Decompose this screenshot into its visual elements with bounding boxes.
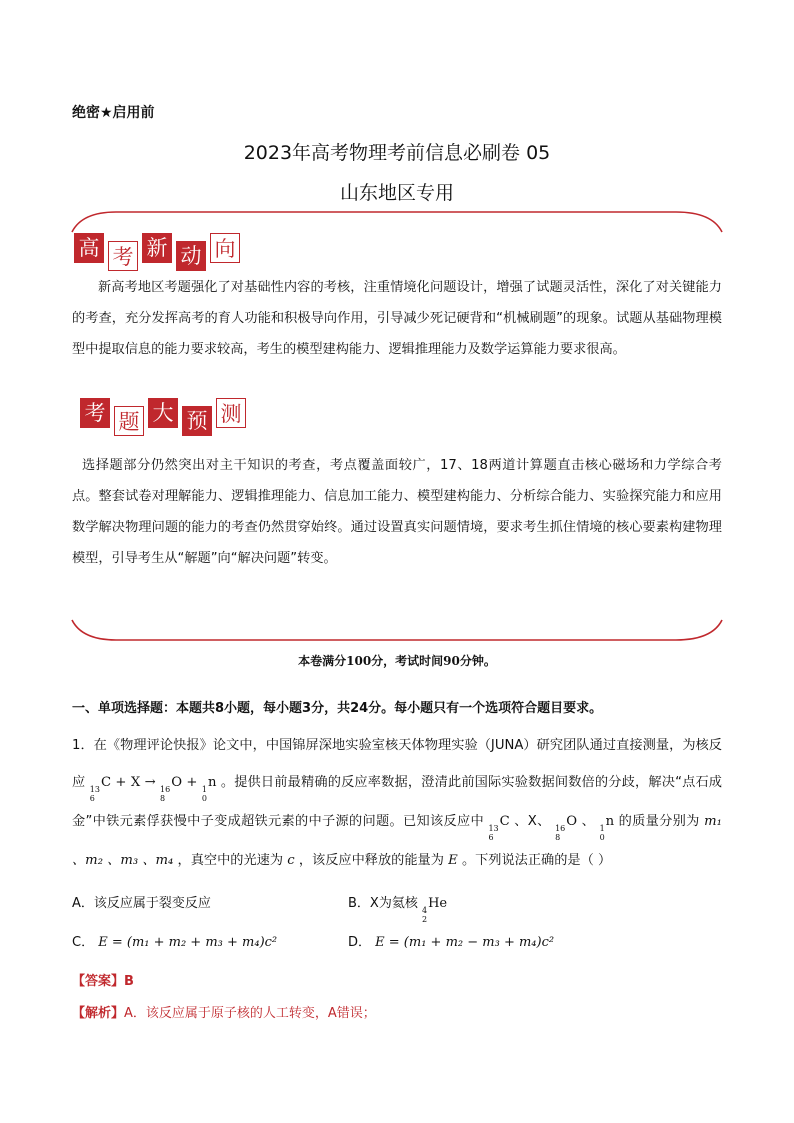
exam-info: 本卷满分100分，考试时间90分钟。 (298, 654, 496, 668)
analysis-label: 【解析】 (72, 1006, 125, 1021)
formula-c: E = (m₁ + m₂ + m₃ + m₄)c² (98, 935, 278, 950)
bottom-arc (72, 620, 722, 640)
helium-isotope: 4 2 (421, 906, 428, 924)
q1-text-part2: 。提供日前最精确的反应率数据，澄清此前国际实验数据间数倍的分歧，解决“点石成金”中铁元素俘获慢中子变成超铁元素的中子源的问题。已知该反应中 (72, 775, 722, 829)
predict-paragraph: 选择题部分仍然突出对主干知识的考查，考点覆盖面较广，17、18两道计算题直击核心磁场和力学综合考点。整套试卷对理解能力、逻辑推理能力、信息加工能力、模型建构能力、分析综合能力、实验探究能力和应用数学解决物理问题的能力的考查仍然贯穿始终。通过设置真实问题情境，要求考生抓住情境的核心要素构建物理模型，引导考生从“解题”向“解决问题”转变。 (72, 458, 722, 566)
q1-text-part1: 1．在《物理评论快报》论文中，中国锦屏深地实验室核天体物理实验（JUNA）研究团队通过直接测量，为核反应 (72, 738, 722, 790)
option-a[interactable]: A．该反应属于裂变反应 (72, 896, 211, 911)
predict-badge (80, 398, 246, 436)
badge-tile: 测 (216, 398, 246, 428)
option-d[interactable]: D． E = (m₁ + m₂ − m₃ + m₄)c² (348, 935, 555, 950)
option-c[interactable]: C． E = (m₁ + m₂ + m₃ + m₄)c² (72, 935, 278, 950)
analysis-text: A．该反应属于原子核的人工转变，A错误； (124, 1006, 376, 1021)
c13-isotope-inline: 13 6 (488, 824, 499, 842)
energy-var: E (448, 853, 458, 868)
q1-text-part3: 的质量分别为 (618, 814, 700, 829)
trend-badge (74, 233, 240, 271)
badge-tile: 考 (80, 398, 110, 428)
light-speed-var: c (287, 853, 295, 868)
badge-tile: 向 (210, 233, 240, 263)
badge-tile: 动 (176, 241, 206, 271)
analysis-line (72, 1002, 376, 1021)
badge-tile: 新 (142, 233, 172, 263)
section-title: 一、单项选择题：本题共8小题，每小题3分，共24分。每小题只有一个选项符合题目要求。 (72, 701, 603, 716)
option-b[interactable]: B．X为氦核 4 2 He (348, 896, 448, 924)
top-arc (72, 212, 722, 232)
answer-value: B (124, 974, 134, 989)
c13-isotope: 13 6 (89, 785, 100, 803)
q1-text-part4: ，真空中的光速为 (177, 853, 284, 868)
badge-tile: 高 (74, 233, 104, 263)
mass-variables: m₁ 、m₂ 、m₃ 、m₄ (72, 814, 722, 868)
neutron-inline: 1 0 (599, 824, 605, 842)
o16-isotope: 16 8 (160, 785, 171, 803)
question-1-stem: 1．在《物理评论快报》论文中，中国锦屏深地实验室核天体物理实验（JUNA）研究团队通过直接测量，为核反应 13 6 C + X → 16 8 O + 1 0 n 。提供日前最精确的反应率数据，澄清此前国际实验数据间数倍的分歧，解决“点石成金”中铁元素俘获慢中子变成超铁元素的中子源的问题。已知该反应中 13 6 C 、X、 16 8 O 、 1 0 n 的质量分别为 m₁ 、m₂ 、m₃ 、m₄ ，真空中的光速为 c ，该反应中释放的能量为 E 。下列说法正确的是（ ） (72, 738, 722, 868)
badge-tile: 考 (108, 241, 138, 271)
formula-d: E = (m₁ + m₂ − m₃ + m₄)c² (375, 935, 555, 950)
q1-text-part6: 。下列说法正确的是（ ） (461, 853, 612, 868)
q1-text-part5: ，该反应中释放的能量为 (298, 853, 444, 868)
trend-paragraph: 新高考地区考题强化了对基础性内容的考核，注重情境化问题设计，增强了试题灵活性，深化了对关键能力的考查，充分发挥高考的育人功能和积极导向作用，引导减少死记硬背和“机械刷题”的现象。试题从基础物理模型中提取信息的能力要求较高，考生的模型建构能力、逻辑推理能力及数学运算能力要求很高。 (72, 280, 722, 357)
neutron-symbol: 1 0 (201, 785, 207, 803)
badge-tile: 题 (114, 406, 144, 436)
answer-label: 【答案】 (72, 974, 125, 989)
badge-tile: 大 (148, 398, 178, 428)
answer-line (72, 970, 134, 989)
o16-isotope-inline: 16 8 (555, 824, 566, 842)
confidential-label: 绝密★启用前 (72, 105, 155, 121)
page-subtitle: 山东地区专用 (339, 182, 454, 204)
badge-tile: 预 (182, 406, 212, 436)
page-title: 2023年高考物理考前信息必刷卷 05 (243, 142, 551, 164)
